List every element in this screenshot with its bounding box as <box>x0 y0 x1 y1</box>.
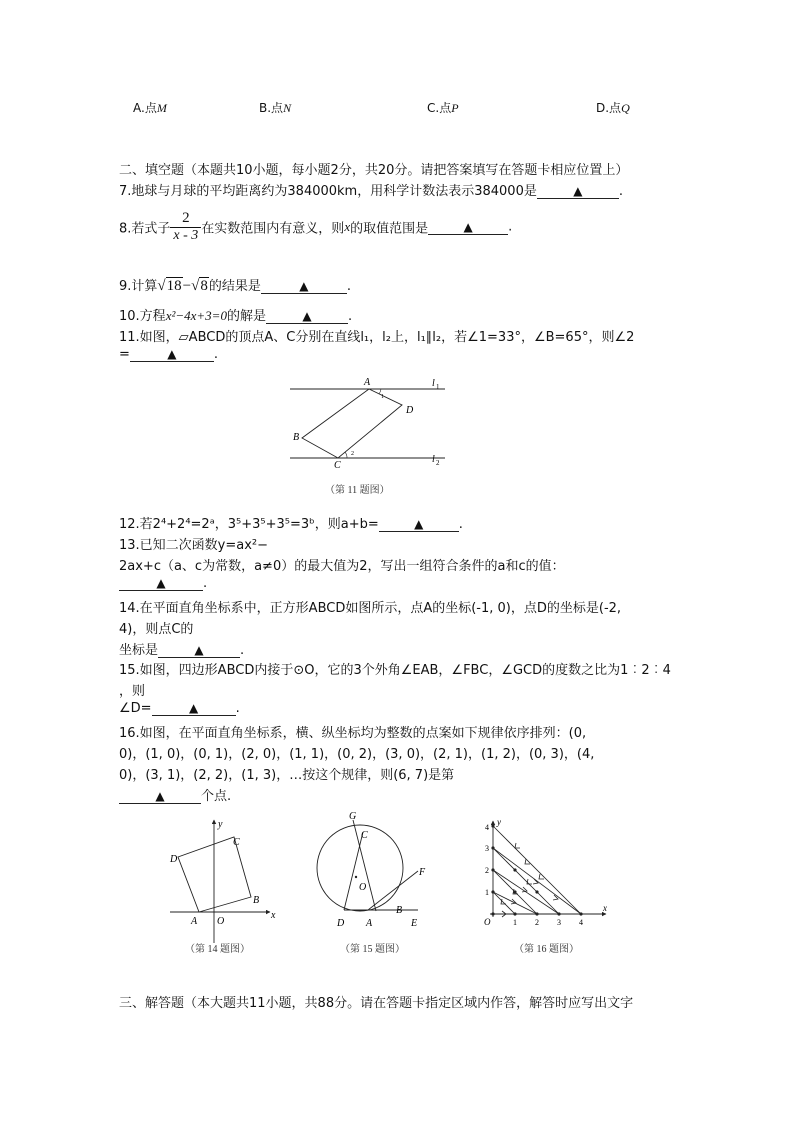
label-l1: l <box>432 378 435 389</box>
arrow-mark <box>515 843 520 848</box>
figure-14-caption: （第 14 题图） <box>185 944 250 955</box>
answer-blank[interactable]: ▲ <box>261 279 347 294</box>
question-16-line4: ▲ 个点. <box>119 785 231 804</box>
tick-y-1: 1 <box>485 888 489 897</box>
question-16-line3: 0)，(3, 1)，(2, 2)，(1, 3)，…按这个规律，则(6, 7)是第 <box>119 768 455 783</box>
option-b: B.点N <box>259 101 292 115</box>
square-abcd <box>178 837 251 912</box>
label-c: C <box>361 830 368 841</box>
tick-y-4: 4 <box>485 823 489 832</box>
label-o: O <box>217 916 225 927</box>
label-a: A <box>191 916 198 927</box>
question-11: 11.如图，▱ABCD的顶点A、C分别在直线l₁，l₂上，l₁∥l₂，若∠1=33°，∠B=65°，则∠2 <box>119 330 635 345</box>
answer-blank[interactable]: ▲ <box>158 643 240 658</box>
point <box>491 824 494 827</box>
option-c: C.点P <box>427 101 459 115</box>
tick-y-3: 3 <box>485 844 489 853</box>
label-l1-sub: 1 <box>436 383 440 391</box>
figure-15 <box>310 805 450 960</box>
path-segment <box>493 848 581 914</box>
label-l2: l <box>432 454 435 465</box>
question-13-line3: ▲ . <box>119 576 207 591</box>
answer-blank[interactable]: ▲ <box>119 576 203 591</box>
label-y: y <box>497 817 501 827</box>
question-15-line2: ，则 <box>119 684 146 699</box>
tick-x-1: 1 <box>513 918 517 927</box>
point <box>557 912 560 915</box>
figure-16-caption: （第 16 题图） <box>514 944 579 955</box>
question-12: 12.若2⁴+2⁴=2ᵃ，3⁵+3⁵+3⁵=3ᵇ，则a+b= ▲ . <box>119 517 463 532</box>
label-f: F <box>419 867 426 878</box>
label-b: B <box>293 432 300 443</box>
label-l2-sub: 2 <box>436 459 440 467</box>
question-7: 7.地球与月球的平均距离约为384000km，用科学计数法表示384000是 ▲ . <box>119 184 623 199</box>
label-b: B <box>253 895 260 906</box>
parallelogram-abcd <box>302 389 402 458</box>
fraction: $\frac{2}{x - 3}$ <box>170 210 201 244</box>
label-x: x <box>603 903 607 913</box>
point <box>491 912 494 915</box>
path-segment <box>493 826 581 914</box>
label-o: O <box>484 917 491 927</box>
answer-blank[interactable]: ▲ <box>152 701 236 716</box>
question-8: 8.若式子 $\frac{2}{x - 3}$ 在实数范围内有意义，则x的取值范围是 ▲ . <box>119 210 513 243</box>
path-segment <box>493 892 515 914</box>
label-a: A <box>364 377 371 388</box>
answer-blank[interactable]: ▲ <box>130 347 214 362</box>
sqrt-8: √8 <box>191 278 208 294</box>
point <box>535 890 538 893</box>
question-15: 15.如图，四边形ABCD内接于⊙O，它的3个外角∠EAB，∠FBC，∠GCD的度数之比为1︰2︰4 <box>119 663 671 678</box>
figure-14 <box>160 815 285 960</box>
question-16: 16.如图，在平面直角坐标系，横、纵坐标均为整数的点案如下规律依序排列：(0, <box>119 726 587 741</box>
label-x: x <box>271 910 276 921</box>
sqrt-18: √18 <box>157 278 182 294</box>
question-14-line3: 坐标是 ▲ . <box>119 643 245 658</box>
label-b: B <box>396 905 403 916</box>
answer-blank[interactable]: ▲ <box>537 184 619 199</box>
point <box>491 890 494 893</box>
question-13: 13.已知二次函数y=ax²− <box>119 538 269 553</box>
chord-cd <box>344 832 363 910</box>
center-dot <box>355 876 357 878</box>
answer-blank[interactable]: ▲ <box>266 309 348 324</box>
section2-heading: 二、填空题（本题共10小题，每小题2分，共20分。请把答案填写在答题卡相应位置上） <box>119 163 629 178</box>
question-13-line2: 2ax+c（a、c为常数，a≠0）的最大值为2，写出一组符合条件的a和c的值： <box>119 559 565 574</box>
point <box>491 846 494 849</box>
question-10: 10.方程x²−4x+3=0的解是 ▲ . <box>119 308 353 324</box>
point <box>513 890 516 893</box>
figure-15-caption: （第 15 题图） <box>340 944 405 955</box>
figure-11 <box>280 372 460 502</box>
circle-o <box>317 825 403 911</box>
path-segment <box>493 870 559 914</box>
option-a: A.点M <box>133 101 167 115</box>
point <box>513 868 516 871</box>
tick-x-3: 3 <box>557 918 561 927</box>
angle-2-arc <box>345 452 347 458</box>
point <box>579 912 582 915</box>
label-angle-2: 2 <box>351 451 354 457</box>
label-g: G <box>349 811 357 822</box>
question-14-line2: 4)，则点C的 <box>119 622 194 637</box>
label-y: y <box>218 819 223 830</box>
question-9: 9.计算√18−√8的结果是 ▲ . <box>119 278 351 294</box>
question-14: 14.在平面直角坐标系中，正方形ABCD如图所示，点A的坐标(-1, 0)，点D的坐标是(-2, <box>119 601 622 616</box>
label-angle-1: 1 <box>381 394 384 400</box>
label-c: C <box>334 460 341 471</box>
figure-11-caption: （第 11 题图） <box>325 485 390 496</box>
question-16-line2: 0)，(1, 0)，(0, 1)，(2, 0)，(1, 1)，(0, 2)，(3, 0)，(2, 1)，(1, 2)，(0, 3)，(4, <box>119 747 595 762</box>
arrow-mark <box>501 899 506 904</box>
tick-x-4: 4 <box>579 918 583 927</box>
label-d: D <box>337 918 345 929</box>
label-e: E <box>411 918 418 929</box>
label-d: D <box>170 854 178 865</box>
label-c: C <box>233 837 240 848</box>
section3-heading: 三、解答题（本大题共11小题，共88分。请在答题卡指定区域内作答，解答时应写出文字 <box>119 996 634 1011</box>
answer-blank[interactable]: ▲ <box>428 220 508 235</box>
option-d: D.点Q <box>596 101 630 115</box>
point <box>513 912 516 915</box>
point <box>535 912 538 915</box>
answer-blank[interactable]: ▲ <box>379 517 459 532</box>
line-af <box>368 871 418 910</box>
tick-y-2: 2 <box>485 866 489 875</box>
point <box>491 868 494 871</box>
label-o: O <box>359 882 367 893</box>
question-15-line3: ∠D= ▲ . <box>119 701 240 716</box>
label-d: D <box>406 405 414 416</box>
figure-16 <box>476 815 616 960</box>
arrow-mark <box>525 859 530 864</box>
tick-x-2: 2 <box>535 918 539 927</box>
label-a: A <box>366 918 373 929</box>
question-11-line2: = ▲ . <box>119 347 219 362</box>
answer-blank[interactable]: ▲ <box>119 789 201 804</box>
